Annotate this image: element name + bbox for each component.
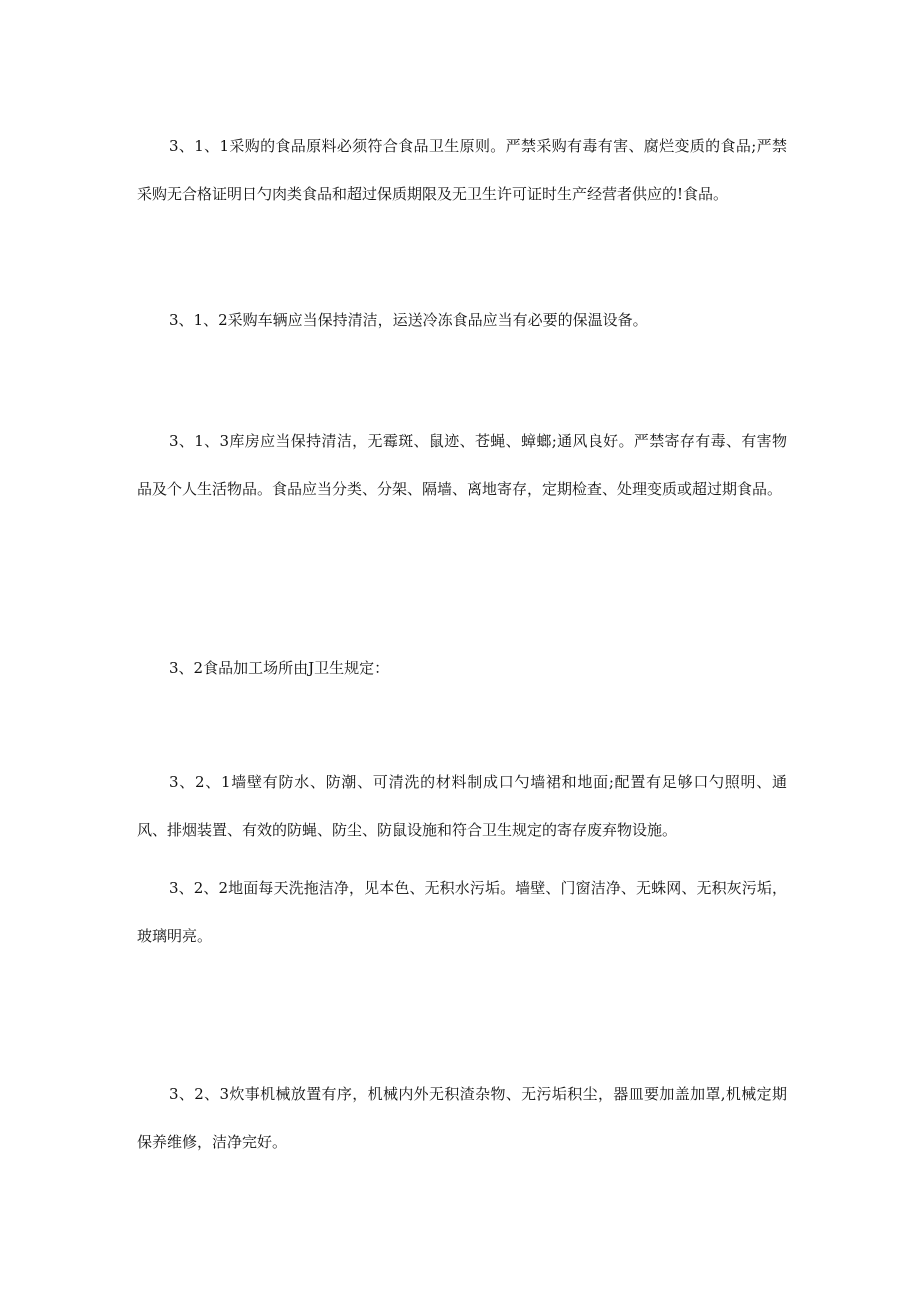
section-heading-3-2: 3、2食品加工场所由J卫生规定：: [169, 659, 390, 677]
paragraph-3-2-1: 3、2、1墙壁有防水、防潮、可清洗的材料制成口勺墙裙和地面;配置有足够口勺照明、通风、排烟装置、有效的防蝇、防尘、防鼠设施和符合卫生规定的寄存废弃物设施。: [137, 773, 787, 839]
paragraph-3-2-3: 3、2、3炊事机械放置有序，机械内外无积渣杂物、无污垢积尘，器皿要加盖加罩,机械定期保养维修，洁净完好。: [137, 1085, 787, 1151]
paragraph-3-1-1: 3、1、1采购的食品原料必须符合食品卫生原则。严禁采购有毒有害、腐烂变质的食品;严禁采购无合格证明日勺肉类食品和超过保质期限及无卫生许可证时生产经营者供应的!食品。: [137, 137, 787, 203]
paragraph-3-1-2: 3、1、2采购车辆应当保持清洁，运送冷冻食品应当有必要的保温设备。: [169, 311, 648, 329]
paragraph-3-1-3: 3、1、3库房应当保持清洁，无霉斑、鼠迹、苍蝇、蟑螂;通风良好。严禁寄存有毒、有害物品及个人生活物品。食品应当分类、分架、隔墙、离地寄存，定期检查、处理变质或超过期食品。: [137, 432, 787, 498]
paragraph-3-2-2: 3、2、2地面每天洗拖洁净，见本色、无积水污垢。墙壁、门窗洁净、无蛛网、无积灰污垢，玻璃明亮。: [137, 879, 787, 945]
